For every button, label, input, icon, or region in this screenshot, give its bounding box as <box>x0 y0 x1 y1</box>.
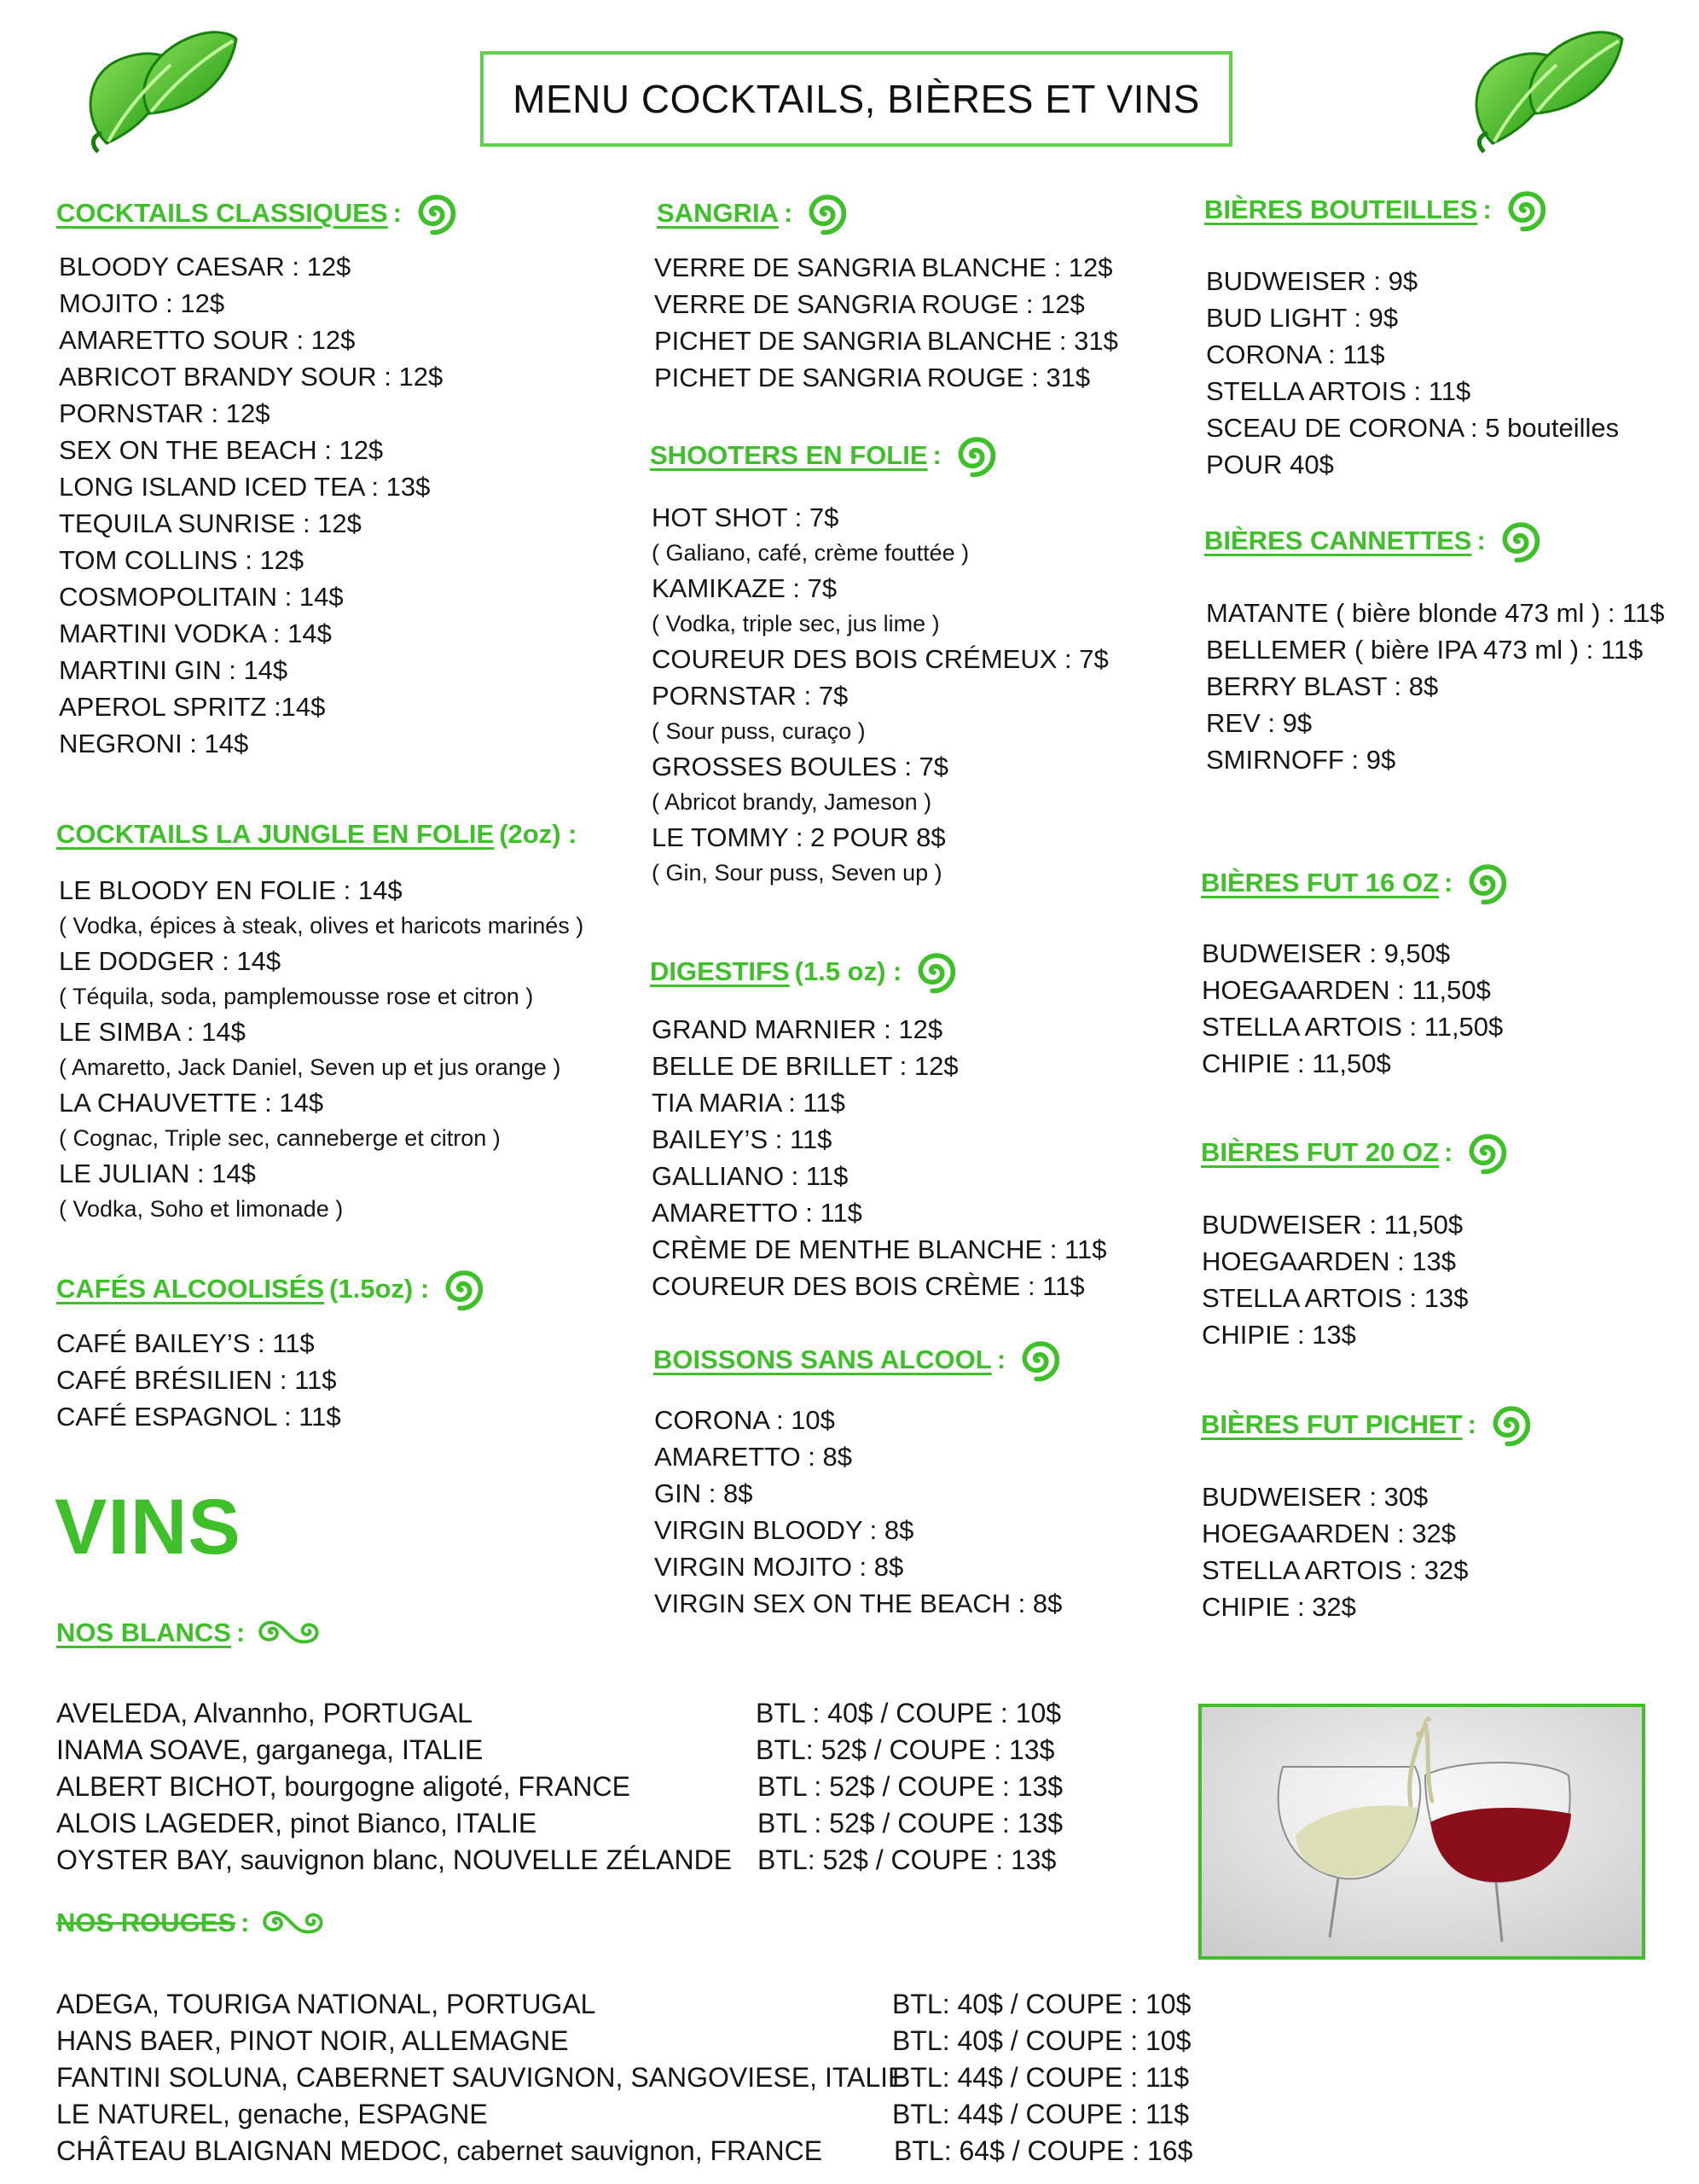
menu-item: CHIPIE : 32$ <box>1202 1592 1356 1622</box>
menu-item-note: ( Gin, Sour puss, Seven up ) <box>652 860 942 886</box>
swirl-icon <box>1485 1401 1533 1449</box>
menu-item: STELLA ARTOIS : 11$ <box>1206 376 1471 406</box>
menu-item-note: ( Vodka, épices à steak, olives et haricots marinés ) <box>59 913 584 938</box>
menu-item: CHIPIE : 13$ <box>1202 1320 1356 1350</box>
menu-item: PICHET DE SANGRIA BLANCHE : 31$ <box>654 326 1118 356</box>
menu-item: VIRGIN MOJITO : 8$ <box>654 1552 904 1582</box>
menu-item: COUREUR DES BOIS CRÉMEUX : 7$ <box>652 644 1109 674</box>
menu-item: GRAND MARNIER : 12$ <box>652 1014 943 1044</box>
section-title: CAFÉS ALCOOLISÉS <box>56 1274 325 1304</box>
menu-item: HOT SHOT : 7$ <box>652 502 839 532</box>
menu-item: NEGRONI : 14$ <box>59 729 249 758</box>
section-colon: : <box>1476 526 1486 555</box>
menu-item: MARTINI GIN : 14$ <box>59 655 288 685</box>
menu-item: AMARETTO : 11$ <box>652 1198 862 1228</box>
menu-item: TIA MARIA : 11$ <box>652 1088 845 1118</box>
section-title: SHOOTERS EN FOLIE <box>650 440 928 470</box>
section-header-fut16 <box>1201 859 1509 907</box>
section-header-cafes <box>56 1265 485 1313</box>
wine-price: BTL: 40$ / COUPE : 10$ <box>892 1989 1192 2019</box>
menu-item: LE DODGER : 14$ <box>59 946 281 976</box>
section-header-sans-alcool <box>653 1336 1062 1384</box>
menu-item: MOJITO : 12$ <box>59 288 225 318</box>
wine-name: OYSTER BAY, sauvignon blanc, NOUVELLE ZÉLANDE <box>56 1844 733 1875</box>
menu-item-note: ( Vodka, triple sec, jus lime ) <box>652 611 940 636</box>
menu-item: LE SIMBA : 14$ <box>59 1017 246 1047</box>
wine-price: BTL: 44$ / COUPE : 11$ <box>892 2062 1190 2093</box>
menu-item: VIRGIN SEX ON THE BEACH : 8$ <box>654 1589 1063 1618</box>
menu-item: BAILEY’S : 11$ <box>652 1124 832 1154</box>
wine-name: AVELEDA, Alvannho, PORTUGAL <box>56 1698 473 1728</box>
menu-item: SEX ON THE BEACH : 12$ <box>59 435 384 465</box>
menu-item: LE BLOODY EN FOLIE : 14$ <box>59 875 403 905</box>
menu-item: AMARETTO SOUR : 12$ <box>59 325 356 355</box>
swirl-icon <box>950 432 998 479</box>
leaf-icon <box>1458 24 1629 160</box>
menu-item: BLOODY CAESAR : 12$ <box>59 252 351 282</box>
section-list-sans-alcool <box>654 1402 1062 1622</box>
menu-item-note: ( Sour puss, curaço ) <box>652 718 866 744</box>
swirl-icon <box>1461 1129 1509 1176</box>
wine-price: BTL: 52$ / COUPE : 13$ <box>756 1734 1055 1765</box>
section-colon: : <box>1444 1137 1453 1167</box>
swirl-icon <box>438 1265 485 1313</box>
menu-item: LONG ISLAND ICED TEA : 13$ <box>59 472 431 502</box>
swirl-icon <box>1014 1336 1062 1384</box>
menu-item: SMIRNOFF : 9$ <box>1206 745 1396 775</box>
menu-item: TEQUILA SUNRISE : 12$ <box>59 508 362 538</box>
section-header-fut20 <box>1201 1129 1509 1176</box>
menu-item: AMARETTO : 8$ <box>654 1442 852 1472</box>
menu-item: CORONA : 10$ <box>654 1405 835 1435</box>
wine-name: INAMA SOAVE, garganega, ITALIE <box>56 1734 484 1765</box>
menu-item: COSMOPOLITAIN : 14$ <box>59 582 344 612</box>
section-title: NOS ROUGES <box>56 1908 236 1937</box>
section-colon: : <box>241 1908 250 1937</box>
menu-item: REV : 9$ <box>1206 708 1313 738</box>
leaf-icon <box>72 24 243 160</box>
section-list-bieres-bouteilles <box>1206 263 1619 483</box>
menu-item: VERRE DE SANGRIA ROUGE : 12$ <box>654 289 1085 319</box>
section-title: SANGRIA <box>657 198 779 228</box>
menu-item: ABRICOT BRANDY SOUR : 12$ <box>59 362 444 392</box>
menu-item: BELLE DE BRILLET : 12$ <box>652 1051 959 1081</box>
menu-item: BUDWEISER : 30$ <box>1202 1482 1429 1512</box>
menu-item-note: ( Vodka, Soho et limonade ) <box>59 1196 344 1222</box>
menu-item-note: ( Téquila, soda, pamplemousse rose et citron ) <box>59 984 534 1009</box>
menu-item: TOM COLLINS : 12$ <box>59 545 304 575</box>
wine-name: ALOIS LAGEDER, pinot Bianco, ITALIE <box>56 1808 537 1838</box>
swirl-icon <box>910 948 958 996</box>
menu-item: GALLIANO : 11$ <box>652 1161 849 1191</box>
wine-price: BTL : 40$ / COUPE : 10$ <box>756 1698 1062 1728</box>
menu-item: BUDWEISER : 9$ <box>1206 266 1418 296</box>
menu-item: SCEAU DE CORONA : 5 bouteilles <box>1206 413 1620 443</box>
menu-item: APEROL SPRITZ :14$ <box>59 692 326 722</box>
wine-price: BTL: 52$ / COUPE : 13$ <box>757 1844 1057 1875</box>
section-title: BIÈRES FUT PICHET <box>1201 1409 1463 1439</box>
menu-item: LE JULIAN : 14$ <box>59 1159 256 1188</box>
section-list-cafes <box>56 1325 341 1435</box>
section-header-sangria <box>657 189 849 237</box>
section-colon: : <box>235 1618 246 1647</box>
section-list-cocktails-classiques <box>59 248 443 762</box>
section-title: DIGESTIFS <box>650 956 790 986</box>
menu-item: MATANTE ( bière blonde 473 ml ) : 11$ <box>1206 598 1665 628</box>
menu-item: POUR 40$ <box>1206 450 1334 479</box>
wine-glasses-image <box>1202 1707 1642 1956</box>
menu-item: PICHET DE SANGRIA ROUGE : 31$ <box>654 363 1091 392</box>
section-header-digestifs <box>650 948 958 996</box>
menu-item: PORNSTAR : 7$ <box>652 681 849 711</box>
section-suffix: (2oz) : <box>499 819 577 849</box>
wine-name: HANS BAER, PINOT NOIR, ALLEMAGNE <box>56 2025 569 2056</box>
section-title: BOISSONS SANS ALCOOL <box>653 1345 992 1374</box>
menu-item: LA CHAUVETTE : 14$ <box>59 1088 324 1118</box>
menu-item: CRÈME DE MENTHE BLANCHE : 11$ <box>652 1234 1107 1264</box>
menu-item: HOEGAARDEN : 11,50$ <box>1202 975 1491 1005</box>
menu-item: GROSSES BOULES : 7$ <box>652 752 949 781</box>
menu-item: CAFÉ ESPAGNOL : 11$ <box>56 1402 341 1432</box>
menu-item: STELLA ARTOIS : 32$ <box>1202 1555 1469 1585</box>
swirl-icon <box>801 189 849 237</box>
section-colon: : <box>996 1345 1006 1374</box>
section-title: NOS BLANCS <box>56 1618 231 1647</box>
menu-item: HOEGAARDEN : 32$ <box>1202 1519 1457 1548</box>
menu-item: LE TOMMY : 2 POUR 8$ <box>652 822 946 852</box>
menu-item: COUREUR DES BOIS CRÈME : 11$ <box>652 1271 1085 1301</box>
section-list-fut16 <box>1202 935 1503 1082</box>
double-swirl-icon <box>258 1906 333 1940</box>
menu-title-box <box>480 51 1232 147</box>
section-list-sangria <box>654 249 1118 396</box>
section-title: BIÈRES BOUTEILLES <box>1204 195 1478 224</box>
menu-item: BELLEMER ( bière IPA 473 ml ) : 11$ <box>1206 635 1644 665</box>
wine-name: ADEGA, TOURIGA NATIONAL, PORTUGAL <box>56 1989 596 2019</box>
double-swirl-icon <box>253 1616 328 1650</box>
menu-item: CAFÉ BAILEY’S : 11$ <box>56 1328 315 1358</box>
menu-item-note: ( Cognac, Triple sec, canneberge et citron ) <box>59 1125 501 1151</box>
menu-title: MENU COCKTAILS, BIÈRES ET VINS <box>513 77 1200 121</box>
section-colon: : <box>1482 195 1492 224</box>
section-list-shooters <box>652 499 1109 890</box>
section-list-fut20 <box>1202 1206 1468 1353</box>
swirl-icon <box>1500 186 1548 234</box>
wine-name: LE NATUREL, genache, ESPAGNE <box>56 2099 488 2129</box>
section-header-cocktails-jungle <box>56 815 577 854</box>
menu-item-note: ( Galiano, café, crème fouttée ) <box>652 540 970 566</box>
section-list-digestifs <box>652 1011 1106 1304</box>
section-header-nos-rouges <box>56 1906 333 1940</box>
section-header-pichet <box>1201 1401 1533 1449</box>
menu-item: BERRY BLAST : 8$ <box>1206 671 1439 701</box>
menu-item: KAMIKAZE : 7$ <box>652 573 838 603</box>
menu-item: BUD LIGHT : 9$ <box>1206 303 1399 333</box>
section-title: BIÈRES FUT 16 OZ <box>1201 868 1440 897</box>
section-header-cocktails-classiques <box>56 189 458 237</box>
section-colon: : <box>783 198 793 228</box>
section-header-nos-blancs <box>56 1616 328 1650</box>
wine-price: BTL: 40$ / COUPE : 10$ <box>892 2025 1192 2056</box>
section-header-bieres-bouteilles <box>1204 186 1548 234</box>
menu-item: BUDWEISER : 9,50$ <box>1202 938 1451 968</box>
menu-item: GIN : 8$ <box>654 1478 753 1508</box>
menu-item: STELLA ARTOIS : 13$ <box>1202 1283 1469 1313</box>
section-title: COCKTAILS CLASSIQUES <box>56 198 388 228</box>
menu-item: CHIPIE : 11,50$ <box>1202 1048 1391 1078</box>
wine-name: FANTINI SOLUNA, CABERNET SAUVIGNON, SANGOVIESE, ITALIE <box>56 2062 907 2093</box>
menu-item: MARTINI VODKA : 14$ <box>59 619 332 648</box>
menu-item: PORNSTAR : 12$ <box>59 398 270 428</box>
menu-item: CAFÉ BRÉSILIEN : 11$ <box>56 1365 337 1395</box>
menu-item: CORONA : 11$ <box>1206 340 1385 369</box>
wine-price: BTL: 64$ / COUPE : 16$ <box>894 2135 1193 2166</box>
section-suffix: (1.5 oz) : <box>794 956 902 986</box>
section-colon: : <box>1444 868 1453 897</box>
section-colon: : <box>392 198 402 228</box>
wine-glasses-photo <box>1198 1704 1645 1960</box>
swirl-icon <box>410 189 458 237</box>
section-suffix: (1.5oz) : <box>329 1274 430 1304</box>
menu-item: HOEGAARDEN : 13$ <box>1202 1246 1457 1276</box>
section-title: BIÈRES CANNETTES <box>1204 526 1472 555</box>
section-list-cocktails-jungle <box>59 872 583 1226</box>
wine-price: BTL : 52$ / COUPE : 13$ <box>757 1808 1064 1838</box>
vins-heading: VINS <box>55 1484 241 1571</box>
menu-item: VERRE DE SANGRIA BLANCHE : 12$ <box>654 253 1113 282</box>
section-list-pichet <box>1202 1478 1468 1625</box>
menu-item-note: ( Amaretto, Jack Daniel, Seven up et jus orange ) <box>59 1054 561 1080</box>
swirl-icon <box>1494 517 1542 565</box>
section-title: COCKTAILS LA JUNGLE EN FOLIE <box>56 819 495 849</box>
section-list-bieres-cannettes <box>1206 595 1665 778</box>
menu-item: BUDWEISER : 11,50$ <box>1202 1210 1464 1240</box>
swirl-icon <box>1461 859 1509 907</box>
section-header-bieres-cannettes <box>1204 517 1542 565</box>
wine-price: BTL : 52$ / COUPE : 13$ <box>757 1771 1064 1802</box>
wine-price: BTL: 44$ / COUPE : 11$ <box>892 2099 1190 2129</box>
menu-item-note: ( Abricot brandy, Jameson ) <box>652 789 932 815</box>
section-colon: : <box>932 440 942 470</box>
section-header-shooters <box>650 432 998 479</box>
wine-name: ALBERT BICHOT, bourgogne aligoté, FRANCE <box>56 1771 630 1802</box>
section-title: BIÈRES FUT 20 OZ <box>1201 1137 1440 1167</box>
menu-item: VIRGIN BLOODY : 8$ <box>654 1515 914 1545</box>
menu-item: STELLA ARTOIS : 11,50$ <box>1202 1012 1504 1042</box>
wine-name: CHÂTEAU BLAIGNAN MEDOC, cabernet sauvignon, FRANCE <box>56 2135 823 2166</box>
section-colon: : <box>1467 1409 1476 1439</box>
